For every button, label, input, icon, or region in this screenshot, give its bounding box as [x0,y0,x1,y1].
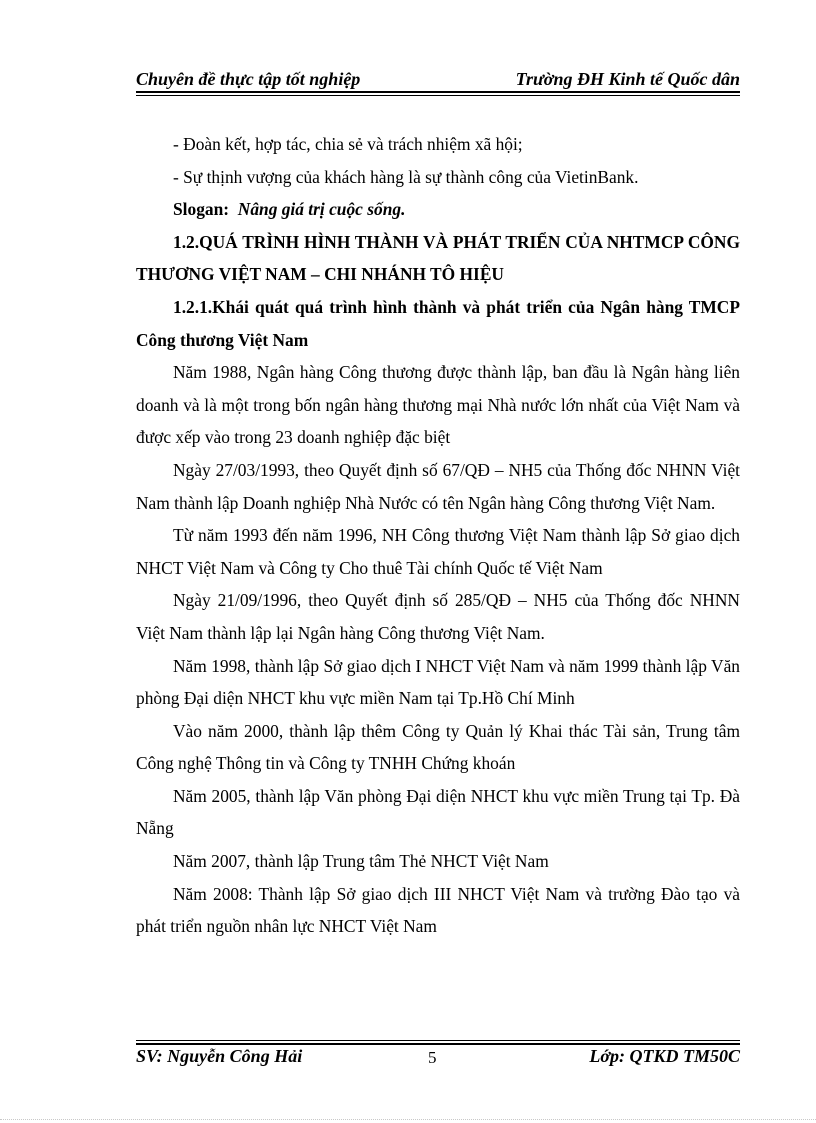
page-header [136,64,740,90]
subsection-heading: 1.2.1.Khái quát quá trình hình thành và phát triển của Ngân hàng TMCP Công thương Việt Nam [136,296,740,350]
footer-rule [136,1043,740,1045]
section-heading: 1.2.QUÁ TRÌNH HÌNH THÀNH VÀ PHÁT TRIỂN CỦA NHTMCP CÔNG THƯƠNG VIỆT NAM – CHI NHÁNH TÔ HIỆU [136,231,740,285]
footer-rule-thin [136,1040,740,1041]
page-number: 5 [428,1048,437,1067]
body-paragraph: Từ năm 1993 đến năm 1996, NH Công thương Việt Nam thành lập Sở giao dịch NHCT Việt Nam và Công ty Cho thuê Tài chính Quốc tế Việt Nam [136,525,740,578]
page-edge-dots [0,1119,816,1120]
footer-class: Lớp: QTKD TM50C [589,1046,740,1066]
bullet-item: - Sự thịnh vượng của khách hàng là sự thành công của VietinBank. [173,166,639,187]
body-paragraph: Năm 2007, thành lập Trung tâm Thẻ NHCT Việt Nam [173,851,549,872]
header-university: Trường ĐH Kinh tế Quốc dân [515,69,740,89]
body-paragraph: Ngày 27/03/1993, theo Quyết định số 67/QĐ – NH5 của Thống đốc NHNN Việt Nam thành lập Doanh nghiệp Nhà Nước có tên Ngân hàng Công thương Việt Nam. [136,459,740,513]
slogan-label: Slogan: [173,199,230,220]
body-paragraph: Năm 1998, thành lập Sở giao dịch I NHCT Việt Nam và năm 1999 thành lập Văn phòng Đại diện NHCT khu vực miền Nam tại Tp.Hồ Chí Minh [136,655,740,709]
page-body [136,128,740,943]
page-footer [136,1046,740,1072]
header-rule-thin [136,95,740,96]
header-rule [136,91,740,93]
bullet-item: - Đoàn kết, hợp tác, chia sẻ và trách nhiệm xã hội; [173,134,523,154]
header-thesis-title: Chuyên đề thực tập tốt nghiệp [136,69,361,89]
body-paragraph: Năm 2008: Thành lập Sở giao dịch III NHCT Việt Nam và trường Đào tạo và phát triển nguồn nhân lực NHCT Việt Nam [136,883,740,937]
body-paragraph: Ngày 21/09/1996, theo Quyết định số 285/QĐ – NH5 của Thống đốc NHNN Việt Nam thành lập lại Ngân hàng Công thương Việt Nam. [136,590,740,643]
slogan-line [136,193,740,226]
body-paragraph: Năm 1988, Ngân hàng Công thương được thành lập, ban đầu là Ngân hàng liên doanh và là một trong bốn ngân hàng thương mại Nhà nước lớn nhất của Việt Nam và được xếp vào trong 23 doanh nghiệp đặc biệt [136,362,740,448]
body-paragraph: Năm 2005, thành lập Văn phòng Đại diện NHCT khu vực miền Trung tại Tp. Đà Nẵng [136,785,740,839]
slogan-value: Nâng giá trị cuộc sống. [237,199,406,220]
body-paragraph: Vào năm 2000, thành lập thêm Công ty Quản lý Khai thác Tài sản, Trung tâm Công nghệ Thông tin và Công ty TNHH Chứng khoán [136,720,740,774]
footer-student: SV: Nguyễn Công Hải [136,1046,303,1066]
